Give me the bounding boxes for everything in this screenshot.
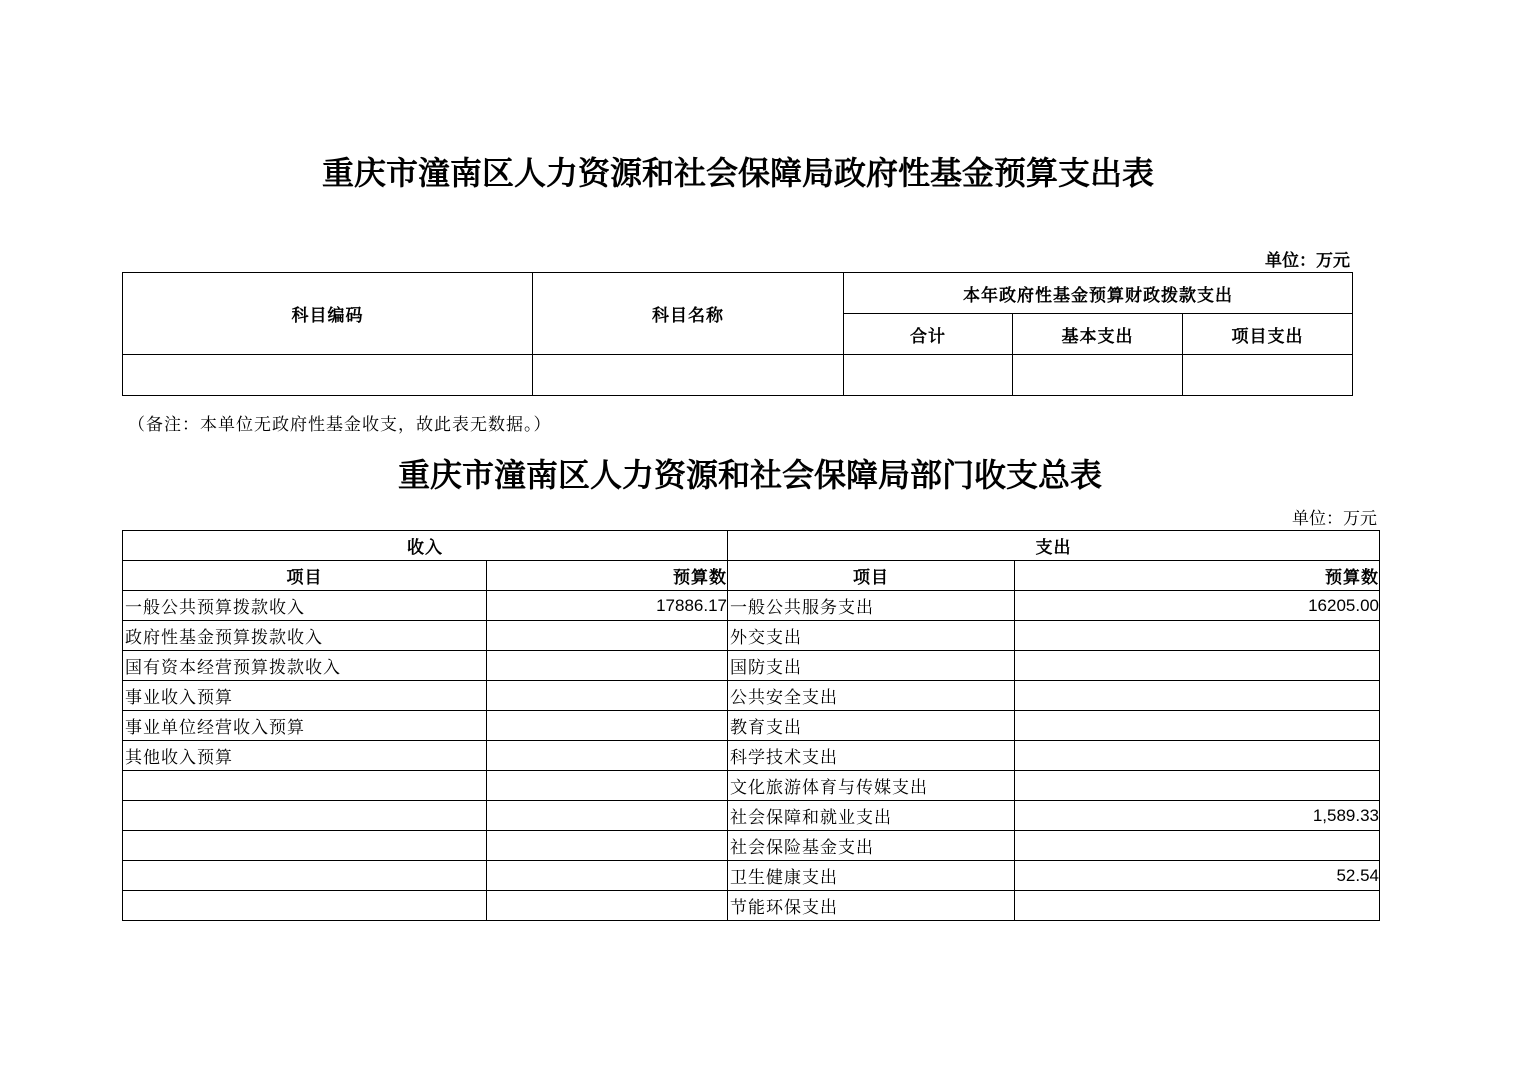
table-row: [123, 771, 1380, 801]
table-row: [123, 741, 1380, 771]
income-value-cell: [487, 801, 728, 831]
income-header: 收入: [123, 531, 728, 561]
expense-value-cell: [1015, 621, 1380, 651]
expense-header: 支出: [728, 531, 1380, 561]
expense-value-cell: [1015, 681, 1380, 711]
income-item-cell: [123, 771, 487, 801]
income-item-cell: 一般公共预算拨款收入: [123, 591, 487, 621]
table-row: [123, 681, 1380, 711]
header-total: 合计: [844, 314, 1013, 355]
expense-item-cell: 社会保险基金支出: [728, 831, 1015, 861]
income-value-cell: 17886.17: [487, 591, 728, 621]
header-project-expense: 项目支出: [1183, 314, 1353, 355]
expense-budget-header: 预算数: [1015, 561, 1380, 591]
income-item-cell: 事业单位经营收入预算: [123, 711, 487, 741]
header-fund-expense-group: 本年政府性基金预算财政拨款支出: [844, 273, 1353, 314]
expense-value-cell: [1015, 831, 1380, 861]
expense-item-cell: 文化旅游体育与传媒支出: [728, 771, 1015, 801]
expense-item-cell: 科学技术支出: [728, 741, 1015, 771]
summary-unit: 单位：万元: [1292, 509, 1377, 529]
income-item-cell: 国有资本经营预算拨款收入: [123, 651, 487, 681]
income-value-cell: [487, 621, 728, 651]
table-row: [123, 831, 1380, 861]
expense-value-cell: [1015, 771, 1380, 801]
expense-item-header: 项目: [728, 561, 1015, 591]
income-value-cell: [487, 891, 728, 921]
income-value-cell: [487, 771, 728, 801]
income-item-header: 项目: [123, 561, 487, 591]
expense-item-cell: 社会保障和就业支出: [728, 801, 1015, 831]
expense-item-cell: 节能环保支出: [728, 891, 1015, 921]
income-item-cell: [123, 831, 487, 861]
fund-budget-unit: 单位：万元: [1265, 251, 1350, 271]
income-item-cell: [123, 861, 487, 891]
expense-value-cell: 16205.00: [1015, 591, 1380, 621]
expense-item-cell: 公共安全支出: [728, 681, 1015, 711]
expense-value-cell: [1015, 741, 1380, 771]
fund-budget-title: 重庆市潼南区人力资源和社会保障局政府性基金预算支出表: [321, 154, 1154, 192]
table-row: [123, 651, 1380, 681]
fund-budget-note: （备注：本单位无政府性基金收支，故此表无数据。）: [128, 415, 552, 435]
expense-value-cell: 1,589.33: [1015, 801, 1380, 831]
expense-value-cell: [1015, 891, 1380, 921]
expense-item-cell: 国防支出: [728, 651, 1015, 681]
income-value-cell: [487, 741, 728, 771]
expense-item-cell: 一般公共服务支出: [728, 591, 1015, 621]
header-subject-name: 科目名称: [533, 273, 844, 355]
table-row: [123, 355, 1353, 396]
income-item-cell: 事业收入预算: [123, 681, 487, 711]
expense-item-cell: 卫生健康支出: [728, 861, 1015, 891]
summary-title: 重庆市潼南区人力资源和社会保障局部门收支总表: [397, 456, 1102, 494]
income-budget-header: 预算数: [487, 561, 728, 591]
income-item-cell: [123, 891, 487, 921]
income-item-cell: 其他收入预算: [123, 741, 487, 771]
income-value-cell: [487, 711, 728, 741]
table-row: [123, 591, 1380, 621]
expense-item-cell: 教育支出: [728, 711, 1015, 741]
income-expense-summary-table: [122, 530, 1380, 921]
income-value-cell: [487, 681, 728, 711]
expense-item-cell: 外交支出: [728, 621, 1015, 651]
header-subject-code: 科目编码: [123, 273, 533, 355]
table-row: [123, 861, 1380, 891]
expense-value-cell: [1015, 711, 1380, 741]
header-basic-expense: 基本支出: [1013, 314, 1183, 355]
table-row: [123, 891, 1380, 921]
table-row: [123, 711, 1380, 741]
income-item-cell: [123, 801, 487, 831]
expense-value-cell: [1015, 651, 1380, 681]
income-value-cell: [487, 831, 728, 861]
income-value-cell: [487, 651, 728, 681]
income-item-cell: 政府性基金预算拨款收入: [123, 621, 487, 651]
fund-budget-table: [122, 272, 1353, 396]
income-value-cell: [487, 861, 728, 891]
table-row: [123, 801, 1380, 831]
expense-value-cell: 52.54: [1015, 861, 1380, 891]
table-row: [123, 621, 1380, 651]
